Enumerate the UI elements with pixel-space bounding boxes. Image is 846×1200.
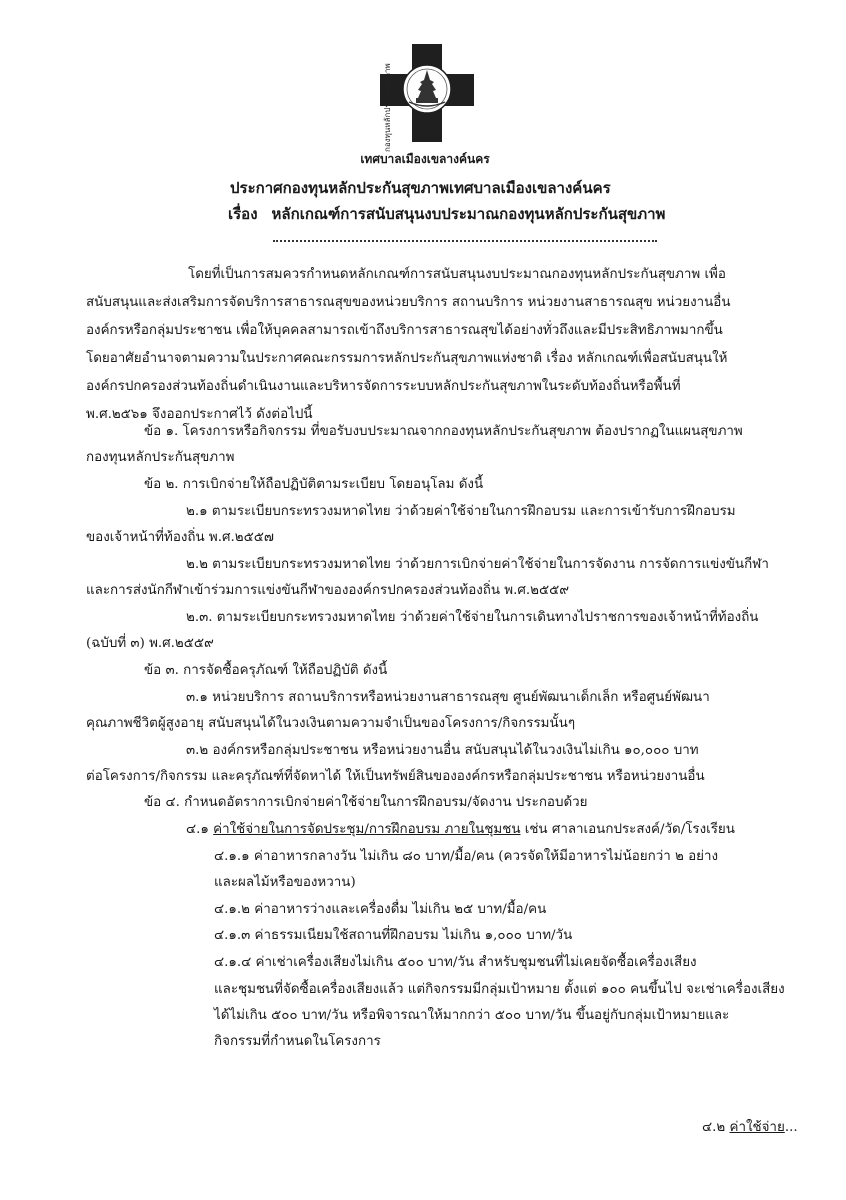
body-line: โดยที่เป็นการสมควรกำหนดหลักเกณฑ์การสนับสนุนงบประมาณกองทุนหลักประกันสุขภาพ เพื่อ (188, 267, 726, 282)
clause-1: ข้อ ๑. โครงการหรือกิจกรรม ที่ขอรับงบประมาณจากกองทุนหลักประกันสุขภาพ ต้องปรากฏในแผนสุขภาพ (144, 424, 743, 439)
body-line: กองทุนหลักประกันสุขภาพ (86, 450, 235, 465)
clause-4-1-3: ๔.๑.๓ ค่าธรรมเนียมใช้สถานที่ฝึกอบรม ไม่เกิน ๑,๐๐๐ บาท/วัน (214, 928, 573, 943)
subject-label: เรื่อง (228, 205, 258, 223)
logo-arc-text: กองทุนหลักประกันสุขภาพ (383, 63, 392, 152)
body-line: กิจกรรมที่กำหนดในโครงการ (214, 1034, 381, 1049)
body-line: พ.ศ.๒๕๖๑ จึงออกประกาศไว้ ดังต่อไปนี้ (86, 407, 313, 422)
logo-caption: เทศบาลเมืองเขลางค์นคร (360, 152, 490, 166)
fund-logo (376, 42, 476, 154)
clause-4-1-heading: ค่าใช้จ่ายในการจัดประชุม/การฝึกอบรม ภายในชุมชน (213, 822, 521, 837)
body-line: และผลไม้หรือของหวาน) (214, 875, 356, 890)
clause-3: ข้อ ๓. การจัดซื้อครุภัณฑ์ ให้ถือปฏิบัติ ดังนี้ (144, 663, 388, 678)
body-line: ได้ไม่เกิน ๕๐๐ บาท/วัน หรือพิจารณาให้มากกว่า ๕๐๐ บาท/วัน ขึ้นอยู่กับกลุ่มเป้าหมายและ (214, 1008, 730, 1023)
clause-4-1-2: ๔.๑.๒ ค่าอาหารว่างและเครื่องดื่ม ไม่เกิน ๒๕ บาท/มื้อ/คน (214, 902, 547, 917)
clause-4-1-4: ๔.๑.๔ ค่าเช่าเครื่องเสียงไม่เกิน ๕๐๐ บาท/วัน สำหรับชุมชนที่ไม่เคยจัดซื้อเครื่องเสียง (214, 955, 697, 970)
clause-4-1 (186, 820, 735, 840)
announcement-subject (228, 202, 708, 226)
clause-4-1-number: ๔.๑ (186, 822, 209, 837)
clause-3-2: ๓.๒ องค์กรหรือกลุ่มประชาชน หรือหน่วยงานอื่น สนับสนุนได้ในวงเงินไม่เกิน ๑๐,๐๐๐ บาท (186, 743, 699, 758)
continuation-text: ค่าใช้จ่าย (729, 1120, 785, 1135)
body-line: ต่อโครงการ/กิจกรรม และครุภัณฑ์ที่จัดหาได้ ให้เป็นทรัพย์สินขององค์กรหรือกลุ่มประชาชน หรือหน่วยงานอื่น (86, 769, 705, 784)
clause-2-2: ๒.๒ ตามระเบียบกระทรวงมหาดไทย ว่าด้วยการเบิกจ่ายค่าใช้จ่ายในการจัดงาน การจัดการแข่งขันกีฬา (186, 557, 769, 572)
body-line: คุณภาพชีวิตผู้สูงอายุ สนับสนุนได้ในวงเงินตามความจำเป็นของโครงการ/กิจกรรมนั้นๆ (86, 716, 576, 731)
clause-4: ข้อ ๔. กำหนดอัตราการเบิกจ่ายค่าใช้จ่ายในการฝึกอบรม/จัดงาน ประกอบด้วย (144, 795, 588, 810)
continuation-marker (702, 1118, 798, 1138)
body-line: องค์กรปกครองส่วนท้องถิ่นดำเนินงานและบริหารจัดการระบบหลักประกันสุขภาพในระดับท้องถิ่นหรือพื้นที่ (86, 379, 681, 394)
body-line: (ฉบับที่ ๓) พ.ศ.๒๕๕๙ (86, 636, 214, 651)
clause-4-1-1: ๔.๑.๑ ค่าอาหารกลางวัน ไม่เกิน ๘๐ บาท/มื้อ/คน (ควรจัดให้มีอาหารไม่น้อยกว่า ๒ อย่าง (214, 849, 719, 864)
continuation-number: ๔.๒ (702, 1120, 726, 1135)
announcement-title: ประกาศกองทุนหลักประกันสุขภาพเทศบาลเมืองเขลางค์นคร (230, 179, 611, 197)
body-line: โดยอาศัยอำนาจตามความในประกาศคณะกรรมการหลักประกันสุขภาพแห่งชาติ เรื่อง หลักเกณฑ์เพื่อสนับสนุนให้ (86, 351, 728, 366)
body-line: องค์กรหรือกลุ่มประชาชน เพื่อให้บุคคลสามารถเข้าถึงบริการสาธารณสุขได้อย่างทั่วถึงและมีประสิทธิภาพมากขึ้น (86, 323, 723, 338)
continuation-ellipsis: ... (784, 1120, 798, 1135)
clause-3-1: ๓.๑ หน่วยบริการ สถานบริการหรือหน่วยงานสาธารณสุข ศูนย์พัฒนาเด็กเล็ก หรือศูนย์พัฒนา (186, 690, 710, 705)
clause-4-1-rest: เช่น ศาลาเอนกประสงค์/วัด/โรงเรียน (520, 822, 735, 837)
title-divider (273, 240, 657, 242)
clause-2-1: ๒.๑ ตามระเบียบกระทรวงมหาดไทย ว่าด้วยค่าใช้จ่ายในการฝึกอบรม และการเข้ารับการฝึกอบรม (186, 504, 736, 519)
body-line: ของเจ้าหน้าที่ท้องถิ่น พ.ศ.๒๕๕๗ (86, 530, 274, 545)
body-line: และชุมชนที่จัดซื้อเครื่องเสียงแล้ว แต่กิจกรรมมีกลุ่มเป้าหมาย ตั้งแต่ ๑๐๐ คนขึ้นไป จะเช่าเครื่องเสียง (214, 982, 785, 997)
clause-2-3: ๒.๓. ตามระเบียบกระทรวงมหาดไทย ว่าด้วยค่าใช้จ่ายในการเดินทางไปราชการของเจ้าหน้าที่ท้องถิ่น (186, 610, 759, 625)
body-line: สนับสนุนและส่งเสริมการจัดบริการสาธารณสุขของหน่วยบริการ สถานบริการ หน่วยงานสาธารณสุข หน่วยงานอื่น (86, 295, 731, 310)
subject-text: หลักเกณฑ์การสนับสนุนงบประมาณกองทุนหลักประกันสุขภาพ (271, 205, 666, 223)
clause-2: ข้อ ๒. การเบิกจ่ายให้ถือปฏิบัติตามระเบียบ โดยอนุโลม ดังนี้ (144, 477, 484, 492)
body-line: และการส่งนักกีฬาเข้าร่วมการแข่งขันกีฬาขององค์กรปกครองส่วนท้องถิ่น พ.ศ.๒๕๕๙ (86, 583, 570, 598)
